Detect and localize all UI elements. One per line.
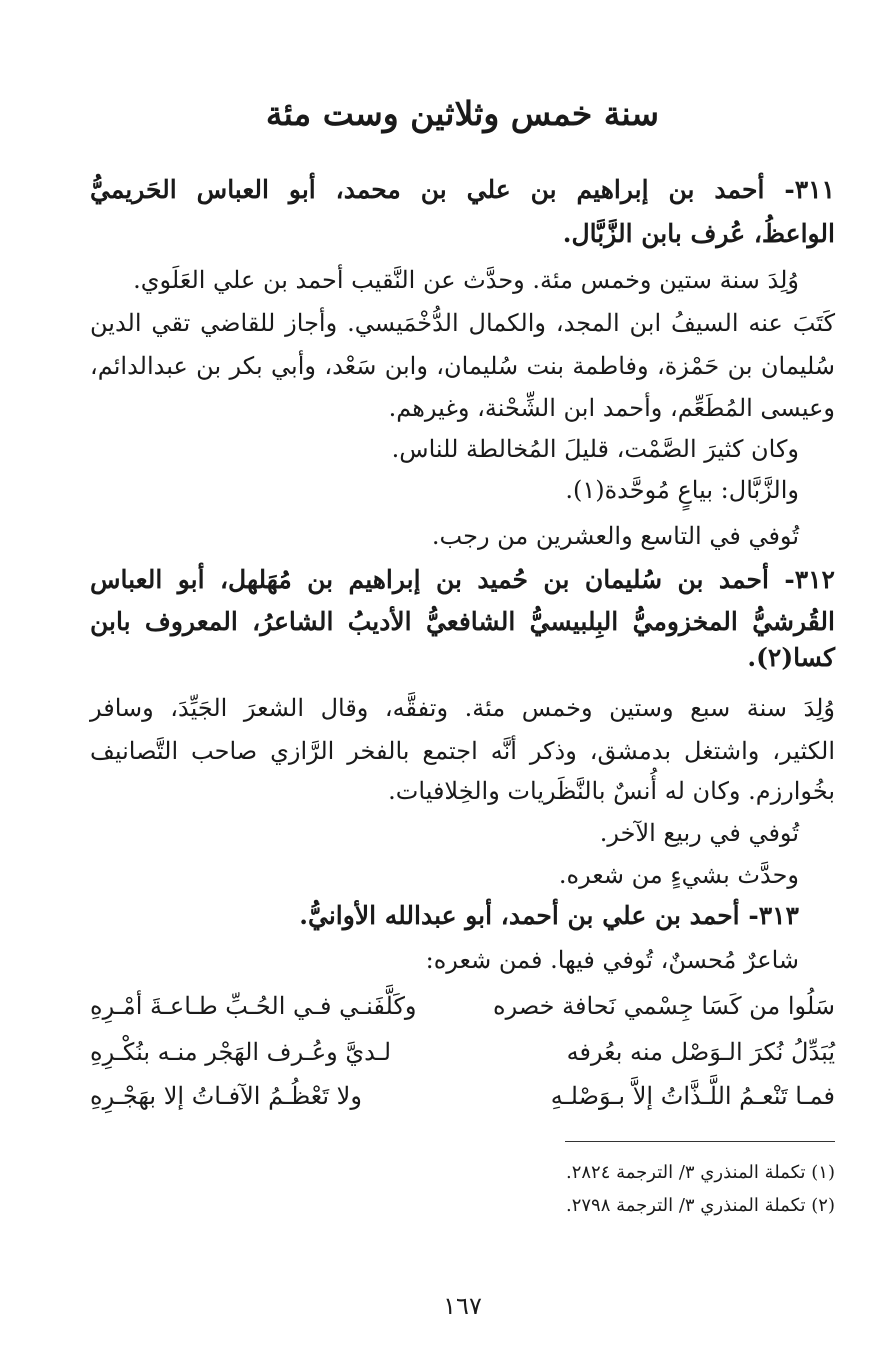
entry-313-intro: شاعرٌ مُحسنٌ، تُوفي فيها. فمن شعره: (425, 946, 799, 974)
entry-312-poetry-note: وحدَّث بشيءٍ من شعره. (558, 861, 799, 889)
entry-311-licensees-end: وعيسى المُطَعِّم، وأحمد ابن الشِّحْنة، وغيرهم. (388, 394, 835, 422)
entry-311-character: وكان كثيرَ الصَّمْت، قليلَ المُخالطة للناس. (391, 435, 799, 463)
verse-line (90, 1078, 835, 1114)
verse-second-hemistich: وكَلَّفَنـي فـي الحُـبِّ طـاعـةَ أمْـرِهِ (90, 992, 417, 1020)
verse-first-hemistich: يُبَدِّلُ نُكرَ الـوَصْل منه بعُرفه (566, 1038, 835, 1066)
verse-first-hemistich: سَلُوا من كَسَا جِسْمي نَحافة خصره (493, 992, 835, 1020)
entry-311-licensees: سُليمان بن حَمْزة، وفاطمة بنت سُليمان، وابن سَعْد، وأبي بكر بن عبدالدائم، (90, 352, 835, 380)
entry-311-name-note: والزَّبَّال: بياعٍ مُوحَّدة(١). (565, 476, 799, 504)
book-page (90, 0, 835, 1372)
verse-line (90, 988, 835, 1024)
entry-312-heading-line2: القُرشيُّ المخزوميُّ البِلبيسيُّ الشافعيُّ الأديبُ الشاعرُ، المعروف بابن (90, 607, 835, 636)
entry-312-death: تُوفي في ربيع الآخر. (599, 819, 799, 847)
year-heading: سنة خمس وثلاثين وست مئة (265, 94, 660, 133)
entry-311-heading-line2: الواعظُ، عُرف بابن الزَّبَّال. (562, 219, 835, 248)
entry-312-heading-line3: كسا(٢). (747, 643, 835, 672)
verse-second-hemistich: لـديَّ وعُـرف الهَجْر منـه بنُكْـرِهِ (90, 1038, 392, 1066)
verse-second-hemistich: ولا تَعْظُـمُ الآفـاتُ إلا بهَجْـرِهِ (90, 1082, 362, 1110)
page-number: ١٦٧ (443, 1292, 482, 1320)
verse-line (90, 1034, 835, 1070)
entry-311-heading-line1: ٣١١- أحمد بن إبراهيم بن علي بن محمد، أبو العباس الحَريميُّ (90, 175, 835, 204)
entry-311-students: كَتَبَ عنه السيفُ ابن المجد، والكمال الدُّخْمَيسي. وأجاز للقاضي تقي الدين (90, 309, 835, 337)
entry-312-khwarazm: بخُوارزم. وكان له أُنسٌ بالنَّظَريات والخِلافيات. (388, 777, 835, 805)
entry-311-death: تُوفي في التاسع والعشرين من رجب. (431, 522, 799, 550)
entry-312-birth: وُلِدَ سنة سبع وستين وخمس مئة. وتفقَّه، وقال الشعرَ الجَيِّدَ، وسافر (90, 694, 835, 722)
footnote-2: (٢) تكملة المنذري ٣/ الترجمة ٢٧٩٨. (565, 1195, 835, 1216)
footnote-1: (١) تكملة المنذري ٣/ الترجمة ٢٨٢٤. (565, 1162, 835, 1183)
entry-312-heading-line1: ٣١٢- أحمد بن سُليمان بن حُميد بن إبراهيم بن مُهَلهل، أبو العباس (90, 565, 835, 594)
footnote-divider (565, 1141, 835, 1142)
entry-312-studies: الكثير، واشتغل بدمشق، وذكر أنَّه اجتمع بالفخر الرَّازي صاحب التَّصانيف (90, 737, 835, 765)
entry-313-heading: ٣١٣- أحمد بن علي بن أحمد، أبو عبدالله الأوانيُّ. (299, 901, 799, 930)
entry-311-birth: وُلِدَ سنة ستين وخمس مئة. وحدَّث عن النَّقيب أحمد بن علي العَلَوي. (133, 266, 799, 294)
verse-first-hemistich: فمـا تَنْعـمُ اللَّـذَّاتُ إلاَّ بـوَصْلـهِ (550, 1082, 835, 1110)
